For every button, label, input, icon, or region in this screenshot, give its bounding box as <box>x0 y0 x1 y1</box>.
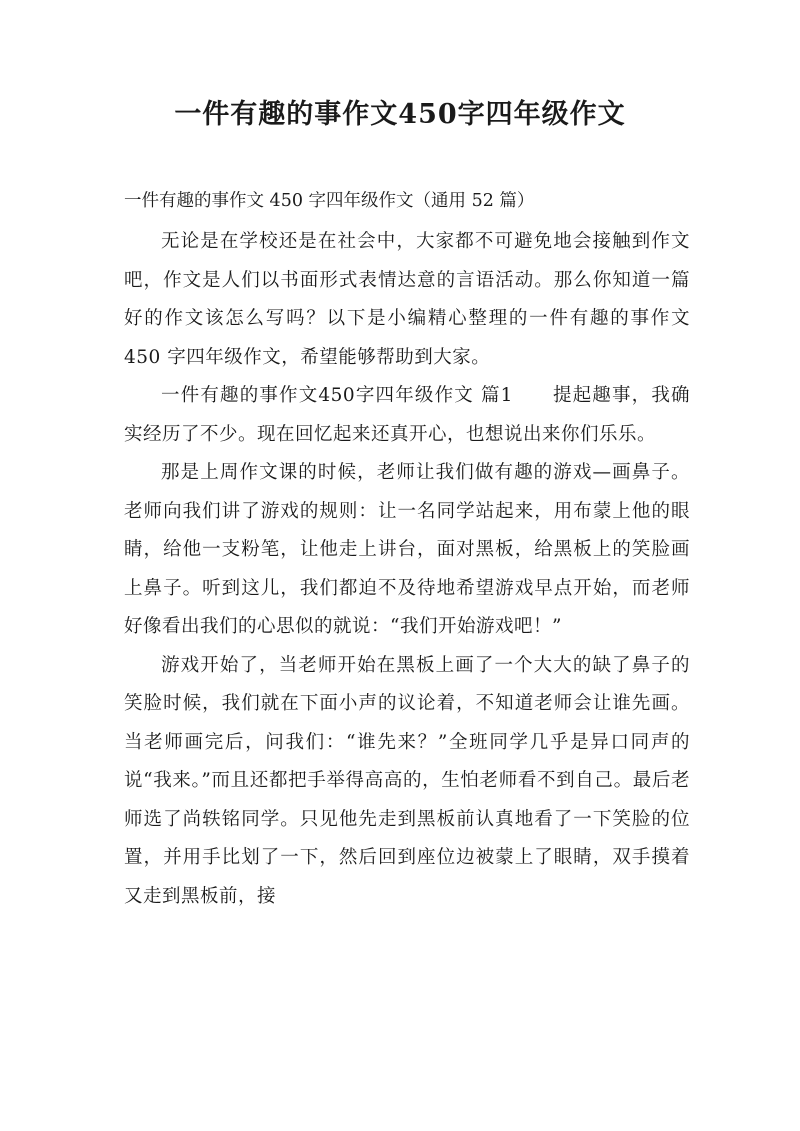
paragraph-essay-1-game-rules: 那是上周作文课的时候，老师让我们做有趣的游戏—画鼻子。老师向我们讲了游戏的规则：让一名同学站起来，用布蒙上他的眼睛，给他一支粉笔，让他走上讲台，面对黑板，给黑板上的笑脸画上鼻子。听到这儿，我们都迫不及待地希望游戏早点开始，而老师好像看出我们的心思似的就说：“我们开始游戏吧！” <box>124 462 690 637</box>
document-title: 一件有趣的事作文450字四年级作文 <box>174 99 626 130</box>
paragraph-essay-1-game-start: 游戏开始了，当老师开始在黑板上画了一个大大的缺了鼻子的笑脸时候，我们就在下面小声的议论着，不知道老师会让谁先画。当老师画完后，问我们：“谁先来？”全班同学几乎是异口同声的说“我来。”而且还都把手举得高高的，生怕老师看不到自己。最后老师选了尚轶铭同学。只见他先走到黑板前认真地看了一下笑脸的位置，并用手比划了一下，然后回到座位边被蒙上了眼睛，双手摸着又走到黑板前，接 <box>124 654 690 907</box>
paragraph-essay-1-opening: 一件有趣的事作文450字四年级作文 篇1 提起趣事，我确实经历了不少。现在回忆起来还真开心，也想说出来你们乐乐。 <box>124 385 690 445</box>
document-subtitle: 一件有趣的事作文 450 字四年级作文（通用 52 篇） <box>124 191 535 211</box>
paragraph-intro: 无论是在学校还是在社会中，大家都不可避免地会接触到作文吧，作文是人们以书面形式表情达意的言语活动。那么你知道一篇好的作文该怎么写吗？以下是小编精心整理的一件有趣的事作文 450 字四年级作文，希望能够帮助到大家。 <box>124 231 690 368</box>
document-body <box>124 223 690 916</box>
